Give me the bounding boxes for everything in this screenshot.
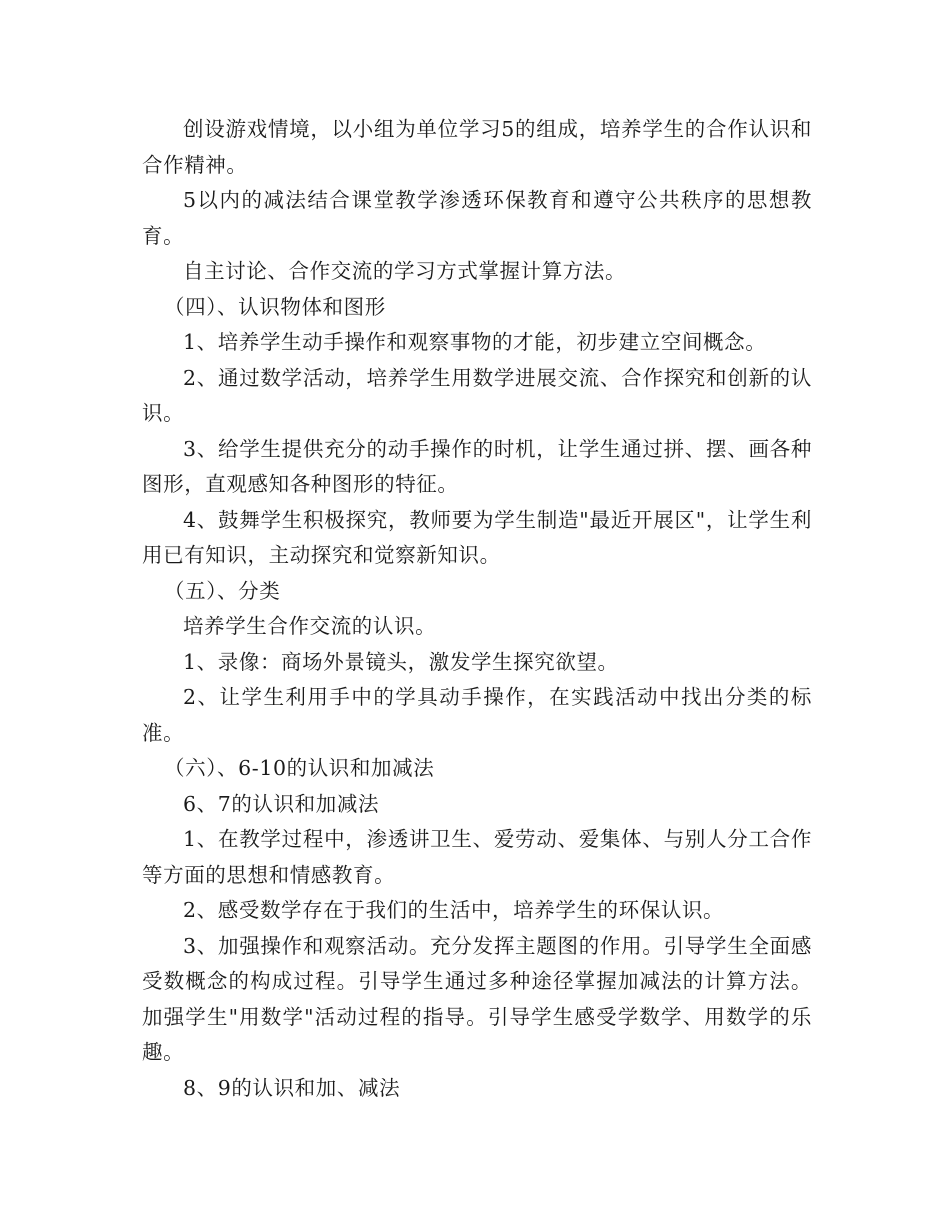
list-item: 4、鼓舞学生积极探究，教师要为学生制造"最近开展区"，让学生利用已有知识，主动探究和觉察新知识。 — [142, 507, 812, 567]
list-item: 3、加强操作和观察活动。充分发挥主题图的作用。引导学生全面感受数概念的构成过程。引导学生通过多种途径掌握加减法的计算方法。加强学生"用数学"活动过程的指导。引导学生感受学数学、用数学的乐趣。 — [142, 933, 812, 1064]
section-heading-5: （五）、分类 — [164, 578, 281, 603]
section-heading-4: （四）、认识物体和图形 — [164, 294, 386, 319]
list-item: 2、通过数学活动，培养学生用数学进展交流、合作探究和创新的认识。 — [142, 365, 812, 425]
subheading-8-9: 8、9的认识和加、减法 — [183, 1075, 401, 1100]
paragraph-cooperation: 培养学生合作交流的认识。 — [183, 614, 437, 638]
subheading-6-7: 6、7的认识和加减法 — [183, 791, 380, 816]
list-item: 1、培养学生动手操作和观察事物的才能，初步建立空间概念。 — [183, 330, 767, 354]
section-heading-6: （六）、6-10的认识和加减法 — [164, 756, 435, 780]
list-item: 3、给学生提供充分的动手操作的时机，让学生通过拼、摆、画各种图形，直观感知各种图形的特征。 — [142, 436, 812, 496]
paragraph-self-discussion: 自主讨论、合作交流的学习方式掌握计算方法。 — [183, 259, 627, 283]
list-item: 1、录像：商场外景镜头，激发学生探究欲望。 — [183, 649, 619, 674]
paragraph-subtraction-within-5: 5以内的减法结合课堂教学渗透环保教育和遵守公共秩序的思想教育。 — [142, 188, 812, 248]
document-body — [142, 112, 812, 1106]
list-item: 2、让学生利用手中的学具动手操作，在实践活动中找出分类的标准。 — [142, 685, 812, 745]
paragraph-group-learning: 创设游戏情境，以小组为单位学习5的组成，培养学生的合作认识和合作精神。 — [142, 117, 812, 177]
list-item: 2、感受数学存在于我们的生活中，培养学生的环保认识。 — [183, 898, 725, 922]
list-item: 1、在教学过程中，渗透讲卫生、爱劳动、爱集体、与别人分工合作等方面的思想和情感教育。 — [142, 827, 812, 887]
